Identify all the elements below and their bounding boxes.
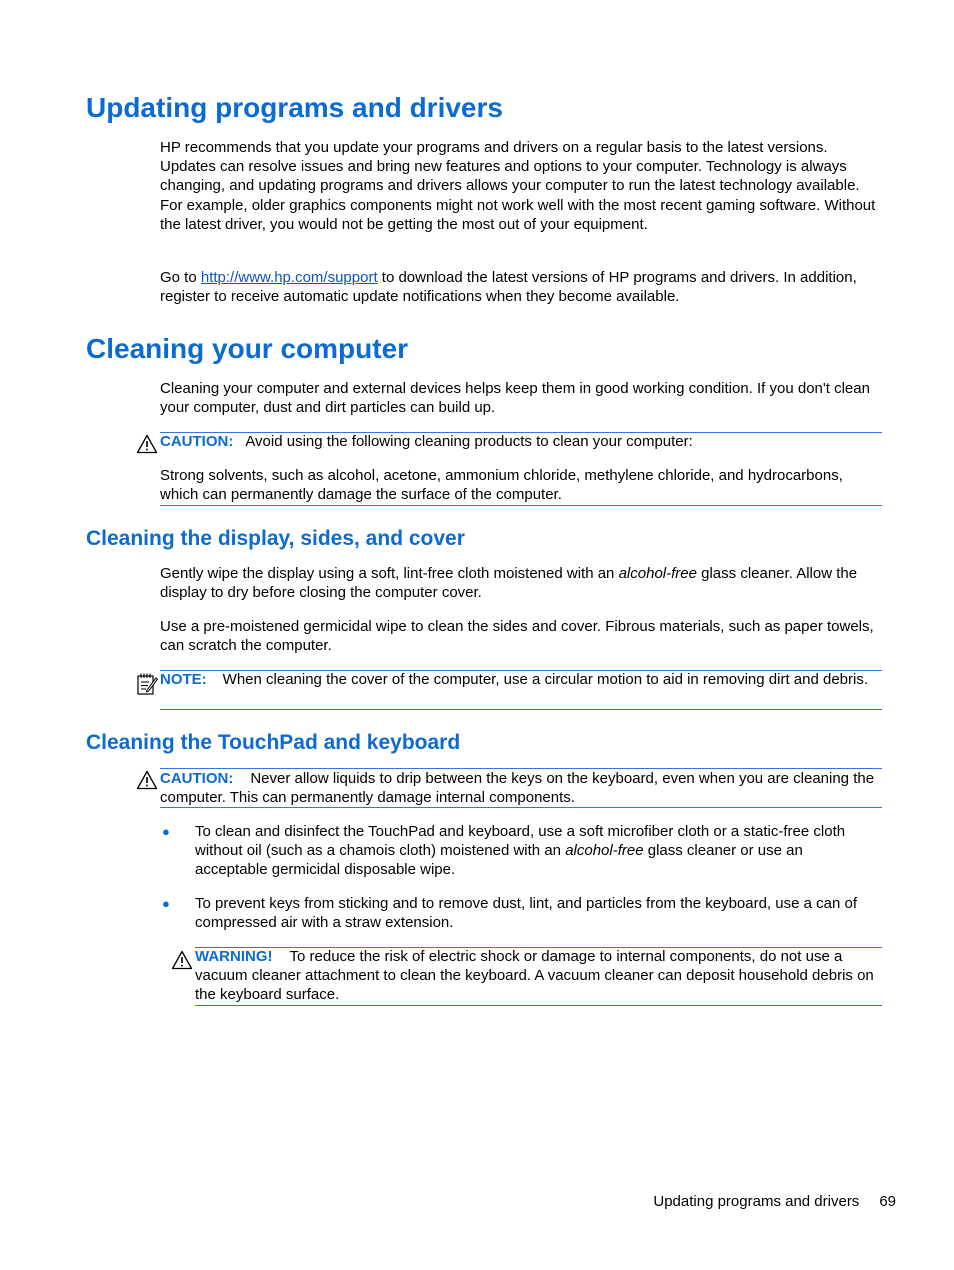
- heading-updating: Updating programs and drivers: [86, 92, 503, 123]
- display-p1-before: Gently wipe the display using a soft, lint-free cloth moistened with an: [160, 565, 619, 582]
- hp-support-link[interactable]: http://www.hp.com/support: [200, 269, 378, 286]
- caution-1: [160, 432, 882, 451]
- page-footer: [653, 1192, 896, 1211]
- bullet-1-after: glass cleaner or use an acceptable germicidal disposable wipe.: [195, 842, 803, 879]
- warning-triangle-icon: [171, 950, 193, 970]
- display-p1-after: glass cleaner. Allow the display to dry before closing the computer cover.: [160, 565, 858, 602]
- bullet-1-text: [195, 822, 875, 880]
- footer-page-number: 69: [879, 1193, 896, 1210]
- note-pad-icon: [136, 672, 158, 696]
- display-p1-emphasis: alcohol-free: [618, 565, 697, 582]
- caution-1-label: CAUTION:: [160, 433, 234, 450]
- warning-label: WARNING!: [195, 948, 273, 965]
- bullet-2-dot: ●: [162, 896, 170, 911]
- updating-p2-before: Go to: [160, 269, 201, 286]
- warning: [195, 947, 882, 1005]
- note-label: NOTE:: [160, 671, 207, 688]
- updating-paragraph-1: HP recommends that you update your programs and drivers on a regular basis to the latest versions. Updates can resolve issues and bring new features and options to your computer. Technology is always changing, and updating programs and drivers allows your computer to run the latest technology available. For example, older graphics components might not work well with the most recent gaming software. Without the latest driver, you would not be getting the most out of your equipment.: [160, 139, 876, 233]
- caution-2-label: CAUTION:: [160, 770, 234, 787]
- caution-2-bottom-rule: [160, 807, 882, 808]
- updating-p2-after: to download the latest versions of HP programs and drivers. In addition, register to receive automatic update notifications when they become available.: [160, 269, 857, 306]
- heading-touchpad: Cleaning the TouchPad and keyboard: [86, 731, 461, 754]
- caution-triangle-icon: [136, 434, 158, 454]
- bullet-1-dot: ●: [162, 824, 170, 839]
- note-bottom-rule: [160, 709, 882, 710]
- note-text: When cleaning the cover of the computer, use a circular motion to aid in removing dirt and debris.: [222, 671, 869, 688]
- warning-text: To reduce the risk of electric shock or damage to internal components, do not use a vacuum cleaner attachment to clean the keyboard. A vacuum cleaner can deposit household debris on the keyboard surface.: [195, 948, 874, 1004]
- display-paragraph-2: Use a pre-moistened germicidal wipe to clean the sides and cover. Fibrous materials, such as paper towels, can scratch the computer.: [160, 618, 874, 655]
- display-paragraph-1: [160, 564, 882, 602]
- bullet-1-emphasis: alcohol-free: [565, 842, 644, 860]
- heading-cleaning: Cleaning your computer: [86, 333, 409, 364]
- caution-2-text: Never allow liquids to drip between the keys on the keyboard, even when you are cleaning the computer. This can permanently damage internal components.: [160, 770, 875, 807]
- note: [160, 670, 882, 689]
- bullet-2-text: To prevent keys from sticking and to remove dust, lint, and particles from the keyboard, use a can of compressed air with a straw extension.: [195, 895, 857, 932]
- caution-1-bottom-rule: [160, 505, 882, 506]
- caution-1-detail: Strong solvents, such as alcohol, acetone, ammonium chloride, methylene chloride, and hydrocarbons, which can permanently damage the surface of the computer.: [160, 467, 843, 504]
- bullet-1-before: To clean and disinfect the TouchPad and keyboard, use a soft microfiber cloth or a static-free cloth without oil (such as a chamois cloth) moistened with an: [195, 823, 846, 860]
- caution-2: [160, 769, 882, 807]
- warning-bottom-rule: [195, 1005, 882, 1006]
- footer-section-name: Updating programs and drivers: [653, 1193, 860, 1210]
- heading-display: Cleaning the display, sides, and cover: [86, 527, 465, 550]
- updating-paragraph-2: [160, 268, 882, 306]
- cleaning-paragraph-1: Cleaning your computer and external devices helps keep them in good working condition. If you don't clean your computer, dust and dirt particles can build up.: [160, 380, 870, 417]
- caution-1-text: Avoid using the following cleaning products to clean your computer:: [245, 433, 693, 450]
- caution-triangle-icon: [136, 770, 158, 790]
